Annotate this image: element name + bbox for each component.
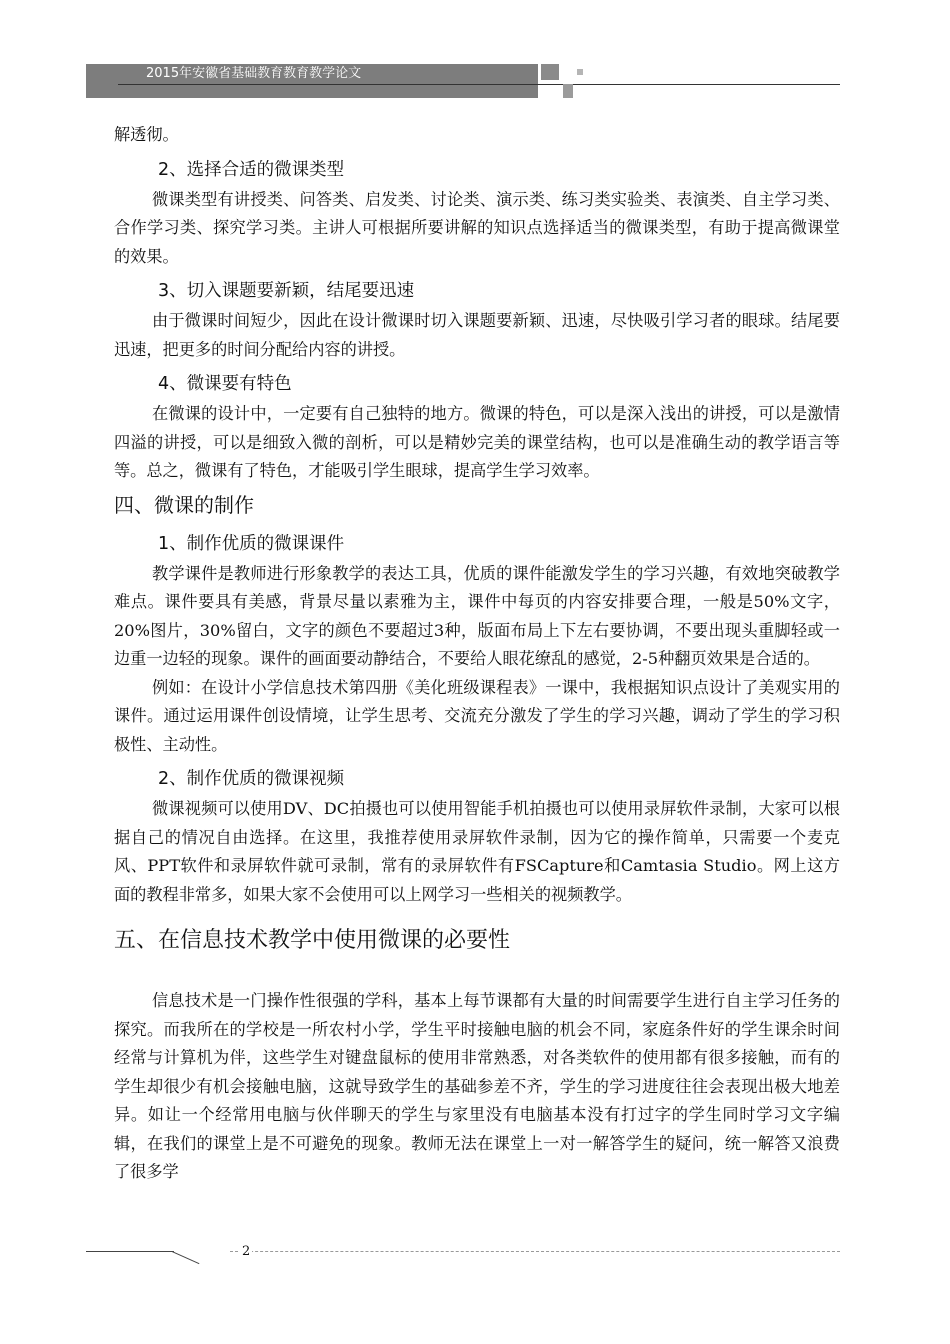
header-rule [118, 84, 840, 85]
paragraph: 微课类型有讲授类、问答类、启发类、讨论类、演示类、练习类实验类、表演类、自主学习类、合作学习类、探究学习类。主讲人可根据所要讲解的知识点选择适当的微课类型，有助于提高微课堂的效果。 [114, 189, 840, 266]
subheading: 1、制作优质的微课课件 [158, 533, 345, 554]
header-decor-square [563, 84, 573, 98]
page-number: 2 [242, 1244, 251, 1259]
subheading: 4、微课要有特色 [158, 374, 292, 394]
header-decor-square [577, 69, 583, 75]
subheading: 2、选择合适的微课类型 [158, 159, 345, 180]
section-heading: 五、在信息技术教学中使用微课的必要性 [114, 928, 511, 953]
subheading: 2、制作优质的微课视频 [158, 769, 345, 789]
footer-rule [86, 1251, 174, 1252]
header-decor-square [541, 64, 559, 80]
page-body [114, 121, 840, 1187]
paragraph: 微课视频可以使用DV、DC拍摄也可以使用智能手机拍摄也可以使用录屏软件录制，大家可以根据自己的情况自由选择。在这里，我推荐使用录屏软件录制，因为它的操作简单，只需要一个麦克风、PPT软件和录屏软件就可录制，常有的录屏软件有FSCapture和Camtasia Studio。网上这方面的教程非常多，如果大家不会使用可以上网学习一些相关的视频教学。 [114, 799, 840, 904]
paragraph: 在微课的设计中，一定要有自己独特的地方。微课的特色，可以是深入浅出的讲授，可以是激情四溢的讲授，可以是细致入微的剖析，可以是精妙完美的课堂结构，也可以是准确生动的教学语言等等。总之，微课有了特色，才能吸引学生眼球，提高学生学习效率。 [114, 404, 840, 480]
paragraph: 由于微课时间短少，因此在设计微课时切入课题要新颖、迅速，尽快吸引学习者的眼球。结尾要迅速，把更多的时间分配给内容的讲授。 [114, 311, 840, 359]
paragraph: 例如：在设计小学信息技术第四册《美化班级课程表》一课中，我根据知识点设计了美观实用的课件。通过运用课件创设情境，让学生思考、交流充分激发了学生的学习兴趣，调动了学生的学习积极性、主动性。 [114, 677, 840, 754]
subheading: 3、切入课题要新颖，结尾要迅速 [158, 281, 415, 301]
paragraph: 信息技术是一门操作性很强的学科，基本上每节课都有大量的时间需要学生进行自主学习任务的探究。而我所在的学校是一所农村小学，学生平时接触电脑的机会不同，家庭条件好的学生课余时间经常与计算机为伴，这些学生对键盘鼠标的使用非常熟悉，对各类软件的使用都有很多接触，而有的学生却很少有机会接触电脑，这就导致学生的基础参差不齐，学生的学习进度往往会表现出极大地差异。如让一个经常用电脑与伙伴聊天的学生与家里没有电脑基本没有打过字的学生同时学习文字编辑，在我们的课堂上是不可避免的现象。教师无法在课堂上一对一解答学生的疑问，统一解答又浪费了很多学 [114, 991, 840, 1181]
footer-rule-diagonal [172, 1251, 200, 1264]
paragraph: 解透彻。 [114, 125, 179, 144]
header-title: 2015年安徽省基础教育教育教学论文 [146, 66, 362, 81]
paragraph: 教学课件是教师进行形象教学的表达工具，优质的课件能激发学生的学习兴趣，有效地突破教学难点。课件要具有美感，背景尽量以素雅为主，课件中每页的内容安排要合理，一般是50%文字，20%图片，30%留白，文字的颜色不要超过3种，版面布局上下左右要协调，不要出现头重脚轻或一边重一边轻的现象。课件的画面要动静结合，不要给人眼花缭乱的感觉，2-5种翻页效果是合适的。 [114, 563, 840, 668]
section-heading: 四、微课的制作 [114, 492, 254, 517]
footer-dashed-rule [230, 1251, 840, 1252]
